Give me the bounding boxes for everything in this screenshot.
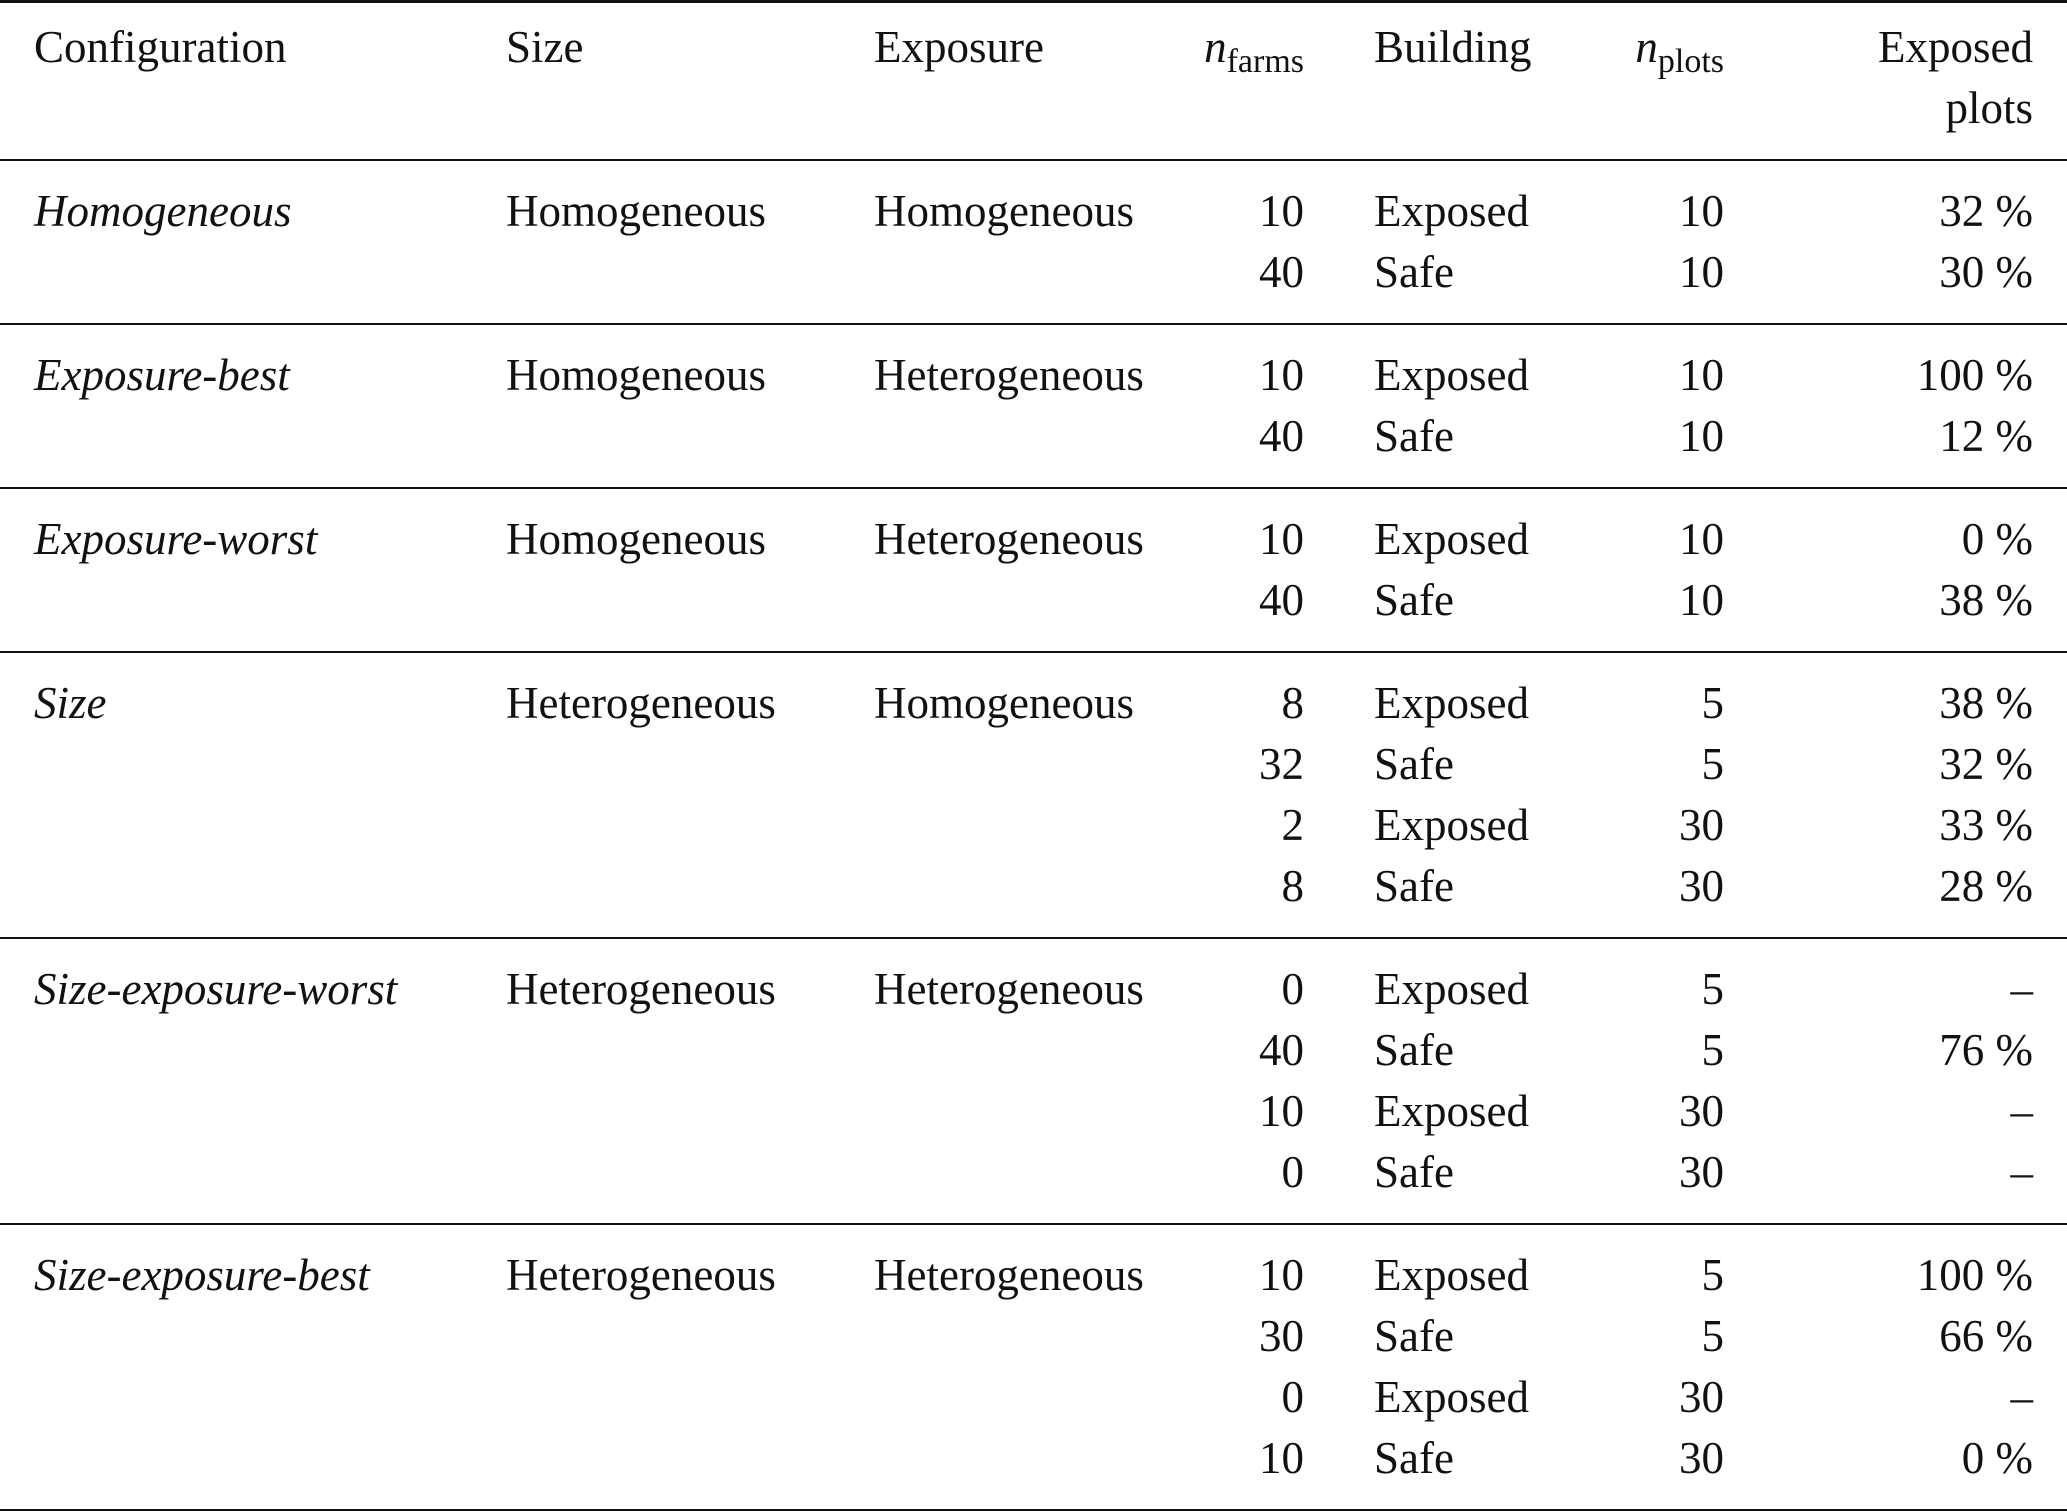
cell-size — [506, 1142, 874, 1224]
cell-n-plots: 30 — [1679, 1372, 1724, 1422]
cell-configuration: Homogeneous — [34, 186, 292, 236]
cell-configuration — [0, 570, 506, 652]
cell-exposure — [874, 1020, 1174, 1081]
cell-n-farms: 10 — [1259, 1433, 1304, 1483]
cell-configuration — [0, 1142, 506, 1224]
table-header — [0, 2, 2067, 161]
cell-exposure: Heterogeneous — [874, 514, 1144, 564]
cell-exposed-plots: 38 % — [1939, 678, 2033, 728]
cell-size: Heterogeneous — [506, 1250, 776, 1300]
header-n-plots-sub: plots — [1657, 43, 1724, 80]
cell-building: Exposed — [1374, 1086, 1529, 1136]
cell-exposed-plots: – — [2010, 1372, 2033, 1422]
cell-configuration: Exposure-worst — [34, 514, 318, 564]
cell-n-plots: 10 — [1679, 186, 1724, 236]
header-configuration: Configuration — [34, 22, 287, 72]
cell-n-farms: 0 — [1281, 964, 1304, 1014]
table-row — [0, 734, 2067, 795]
table-group — [0, 160, 2067, 324]
cell-n-plots: 5 — [1701, 678, 1724, 728]
cell-exposed-plots: 32 % — [1939, 739, 2033, 789]
cell-exposed-plots: 100 % — [1916, 350, 2033, 400]
cell-size — [506, 1367, 874, 1428]
cell-size: Heterogeneous — [506, 678, 776, 728]
table-row — [0, 652, 2067, 734]
cell-exposed-plots: 12 % — [1939, 411, 2033, 461]
table-row — [0, 406, 2067, 488]
cell-size: Heterogeneous — [506, 964, 776, 1014]
header-n-farms-sub: farms — [1226, 43, 1304, 80]
cell-n-farms: 40 — [1259, 247, 1304, 297]
table-row — [0, 570, 2067, 652]
cell-exposed-plots: 28 % — [1939, 861, 2033, 911]
cell-exposure: Heterogeneous — [874, 1250, 1144, 1300]
table-group — [0, 1224, 2067, 1510]
cell-n-farms: 40 — [1259, 1025, 1304, 1075]
cell-size: Homogeneous — [506, 186, 766, 236]
cell-exposed-plots: 38 % — [1939, 575, 2033, 625]
table-row — [0, 488, 2067, 570]
cell-exposure — [874, 406, 1174, 488]
table-row — [0, 1142, 2067, 1224]
cell-exposure — [874, 795, 1174, 856]
header-exposed-plots-line1: Exposed — [1878, 22, 2033, 72]
cell-exposed-plots: – — [2010, 1086, 2033, 1136]
cell-exposure: Homogeneous — [874, 678, 1134, 728]
cell-n-plots: 30 — [1679, 1433, 1724, 1483]
table-row — [0, 938, 2067, 1020]
cell-size — [506, 406, 874, 488]
cell-configuration — [0, 406, 506, 488]
cell-size — [506, 795, 874, 856]
cell-exposed-plots: 0 % — [1961, 514, 2033, 564]
table-row — [0, 1306, 2067, 1367]
cell-exposed-plots: 33 % — [1939, 800, 2033, 850]
cell-building: Safe — [1374, 1147, 1454, 1197]
cell-exposed-plots: 76 % — [1939, 1025, 2033, 1075]
cell-configuration — [0, 1020, 506, 1081]
header-n-farms-var: n — [1204, 22, 1227, 72]
cell-exposure — [874, 1367, 1174, 1428]
table-row — [0, 795, 2067, 856]
table-group — [0, 324, 2067, 488]
cell-configuration — [0, 856, 506, 938]
cell-size — [506, 570, 874, 652]
table-group — [0, 938, 2067, 1224]
cell-configuration — [0, 734, 506, 795]
cell-n-plots: 30 — [1679, 800, 1724, 850]
cell-building: Exposed — [1374, 678, 1529, 728]
cell-configuration: Size — [34, 678, 107, 728]
cell-n-plots: 30 — [1679, 1086, 1724, 1136]
cell-n-farms: 40 — [1259, 575, 1304, 625]
cell-building: Safe — [1374, 411, 1454, 461]
cell-size — [506, 1428, 874, 1510]
cell-building: Safe — [1374, 1433, 1454, 1483]
cell-size — [506, 856, 874, 938]
cell-configuration — [0, 1367, 506, 1428]
table-row — [0, 856, 2067, 938]
cell-size — [506, 1306, 874, 1367]
cell-n-plots: 5 — [1701, 1025, 1724, 1075]
cell-exposed-plots: – — [2010, 964, 2033, 1014]
cell-n-farms: 30 — [1259, 1311, 1304, 1361]
cell-n-farms: 10 — [1259, 514, 1304, 564]
cell-exposure — [874, 1306, 1174, 1367]
cell-n-plots: 5 — [1701, 964, 1724, 1014]
cell-n-plots: 10 — [1679, 514, 1724, 564]
cell-configuration — [0, 1081, 506, 1142]
header-n-plots — [1602, 2, 1724, 161]
cell-n-farms: 32 — [1259, 739, 1304, 789]
cell-exposed-plots: 66 % — [1939, 1311, 2033, 1361]
table-row — [0, 1367, 2067, 1428]
cell-exposure — [874, 1428, 1174, 1510]
cell-size — [506, 242, 874, 324]
cell-n-farms: 40 — [1259, 411, 1304, 461]
cell-configuration: Size-exposure-worst — [34, 964, 398, 1014]
cell-size: Homogeneous — [506, 514, 766, 564]
cell-n-farms: 10 — [1259, 1250, 1304, 1300]
cell-n-plots: 10 — [1679, 411, 1724, 461]
cell-building: Exposed — [1374, 1372, 1529, 1422]
cell-exposed-plots: 30 % — [1939, 247, 2033, 297]
cell-size — [506, 1081, 874, 1142]
header-n-plots-var: n — [1635, 22, 1658, 72]
cell-n-farms: 8 — [1281, 678, 1304, 728]
table-row — [0, 1428, 2067, 1510]
table-row — [0, 324, 2067, 406]
cell-building: Safe — [1374, 739, 1454, 789]
cell-configuration — [0, 242, 506, 324]
header-exposure: Exposure — [874, 22, 1044, 72]
cell-n-farms: 0 — [1281, 1372, 1304, 1422]
cell-configuration: Exposure-best — [34, 350, 290, 400]
header-exposed-plots-line2: plots — [1945, 83, 2033, 133]
table-row — [0, 1020, 2067, 1081]
cell-building: Exposed — [1374, 964, 1529, 1014]
cell-building: Exposed — [1374, 186, 1529, 236]
cell-exposure — [874, 734, 1174, 795]
cell-n-plots: 5 — [1701, 1311, 1724, 1361]
cell-exposed-plots: 32 % — [1939, 186, 2033, 236]
cell-n-plots: 5 — [1701, 1250, 1724, 1300]
cell-configuration — [0, 1428, 506, 1510]
table-row — [0, 160, 2067, 242]
cell-configuration — [0, 1306, 506, 1367]
cell-n-plots: 30 — [1679, 861, 1724, 911]
cell-exposed-plots: – — [2010, 1147, 2033, 1197]
cell-n-plots: 10 — [1679, 575, 1724, 625]
cell-building: Exposed — [1374, 350, 1529, 400]
cell-exposure — [874, 242, 1174, 324]
header-n-farms — [1174, 2, 1304, 161]
cell-exposure: Heterogeneous — [874, 964, 1144, 1014]
cell-n-farms: 10 — [1259, 1086, 1304, 1136]
cell-exposure — [874, 1142, 1174, 1224]
cell-configuration — [0, 795, 506, 856]
header-size: Size — [506, 22, 584, 72]
cell-n-plots: 10 — [1679, 350, 1724, 400]
cell-building: Safe — [1374, 861, 1454, 911]
table-row — [0, 1081, 2067, 1142]
cell-n-plots: 10 — [1679, 247, 1724, 297]
cell-n-plots: 30 — [1679, 1147, 1724, 1197]
cell-n-farms: 10 — [1259, 350, 1304, 400]
table-row — [0, 242, 2067, 324]
cell-n-farms: 2 — [1281, 800, 1304, 850]
cell-size: Homogeneous — [506, 350, 766, 400]
cell-building: Safe — [1374, 1025, 1454, 1075]
cell-exposed-plots: 100 % — [1916, 1250, 2033, 1300]
table-group — [0, 652, 2067, 938]
cell-exposure — [874, 856, 1174, 938]
cell-size — [506, 1020, 874, 1081]
cell-n-farms: 0 — [1281, 1147, 1304, 1197]
cell-exposed-plots: 0 % — [1961, 1433, 2033, 1483]
cell-n-farms: 8 — [1281, 861, 1304, 911]
cell-building: Safe — [1374, 247, 1454, 297]
cell-exposure — [874, 570, 1174, 652]
cell-configuration: Size-exposure-best — [34, 1250, 370, 1300]
cell-size — [506, 734, 874, 795]
table-group — [0, 488, 2067, 652]
cell-building: Exposed — [1374, 1250, 1529, 1300]
cell-exposure — [874, 1081, 1174, 1142]
header-exposed-plots — [1724, 2, 2067, 161]
cell-building: Exposed — [1374, 800, 1529, 850]
cell-building: Safe — [1374, 1311, 1454, 1361]
cell-building: Exposed — [1374, 514, 1529, 564]
header-row — [0, 2, 2067, 161]
table-row — [0, 1224, 2067, 1306]
cell-building: Safe — [1374, 575, 1454, 625]
cell-exposure: Homogeneous — [874, 186, 1134, 236]
cell-n-plots: 5 — [1701, 739, 1724, 789]
header-building: Building — [1374, 22, 1532, 72]
cell-exposure: Heterogeneous — [874, 350, 1144, 400]
cell-n-farms: 10 — [1259, 186, 1304, 236]
